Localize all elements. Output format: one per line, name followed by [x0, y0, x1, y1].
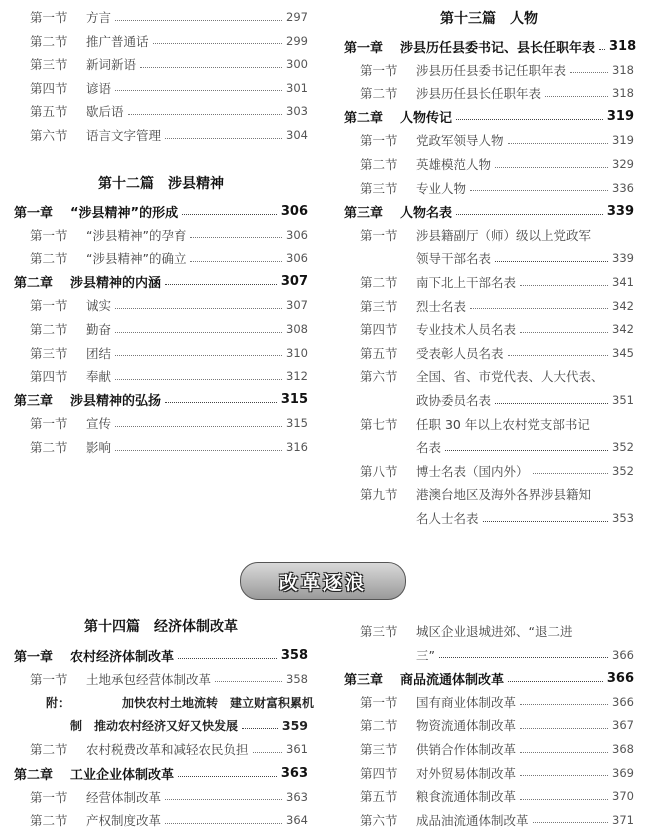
dot-leader — [545, 96, 608, 97]
dot-leader — [570, 72, 608, 73]
toc-page-number: 370 — [612, 789, 634, 804]
toc-row — [14, 294, 308, 316]
toc-page-number: 369 — [612, 765, 634, 780]
toc-label: 第三章 — [344, 672, 384, 688]
toc-title: 工业企业体制改革 — [70, 767, 175, 783]
toc-row — [344, 507, 634, 529]
dot-leader — [115, 450, 282, 451]
dot-leader — [483, 521, 609, 522]
toc-title: 南下北上干部名表 — [416, 275, 517, 290]
dot-leader — [456, 214, 603, 215]
dot-leader — [165, 823, 282, 824]
toc-title: 名表 — [416, 440, 442, 456]
toc-page-number: 367 — [612, 718, 634, 733]
toc-row — [344, 59, 634, 81]
dot-leader — [165, 799, 282, 800]
toc-row — [344, 153, 634, 175]
toc-page-number: 363 — [280, 765, 308, 781]
toc-label: 第二节 — [30, 813, 68, 829]
toc-page-number: 339 — [612, 251, 634, 266]
toc-label: 第一章 — [14, 205, 54, 221]
toc-row — [344, 413, 634, 435]
toc-label: 第一节 — [30, 227, 68, 243]
toc-label: 第二节 — [360, 275, 398, 290]
dot-leader — [495, 261, 608, 262]
toc-label: 第三节 — [360, 298, 398, 314]
toc-page-number: 366 — [612, 694, 634, 709]
toc-label: 第二节 — [30, 251, 68, 267]
toc-row — [14, 30, 308, 52]
dot-leader — [470, 190, 608, 191]
toc-label: 第四节 — [360, 322, 398, 338]
toc-label: 第二章 — [344, 111, 384, 127]
toc-row — [344, 738, 634, 760]
toc-label: 第二节 — [360, 718, 398, 734]
toc-row — [344, 483, 634, 505]
toc-title: 商品流通体制改革 — [400, 672, 505, 688]
toc-row — [344, 809, 634, 831]
toc-page-number: 306 — [286, 227, 308, 242]
toc-page-number: 304 — [286, 128, 308, 142]
toc-row — [14, 738, 308, 760]
toc-label: 第一章 — [14, 649, 54, 665]
toc-row — [14, 124, 308, 146]
toc-page-number: 299 — [286, 33, 308, 48]
toc-label: 第一节 — [360, 694, 398, 710]
toc-label: 第四节 — [30, 369, 68, 385]
dot-leader — [165, 402, 277, 403]
toc-row — [14, 436, 308, 458]
dot-leader — [520, 332, 608, 333]
toc-title: 宣传 — [86, 416, 112, 432]
toc-title: 方言 — [86, 10, 112, 25]
toc-row — [344, 247, 634, 269]
toc-title: 涉县历任县委书记任职年表 — [416, 62, 567, 78]
toc-page-number: 358 — [286, 671, 308, 686]
toc-row — [344, 318, 634, 340]
toc-row — [14, 715, 308, 737]
toc-title: 粮食流通体制改革 — [416, 789, 517, 805]
toc-row — [14, 318, 308, 340]
toc-label: 第一节 — [30, 298, 68, 314]
toc-label: 第三节 — [360, 742, 398, 757]
toc-title: 烈士名表 — [416, 298, 467, 314]
toc-label: 第二节 — [30, 742, 68, 758]
toc-title: 名人士名表 — [416, 511, 479, 526]
toc-chapter-row — [14, 389, 308, 411]
toc-page-number: 345 — [612, 345, 634, 360]
toc-page-number: 319 — [612, 133, 634, 148]
toc-row — [14, 100, 308, 122]
toc-page-number: 371 — [612, 812, 634, 827]
dot-leader — [439, 657, 608, 658]
toc-title: “涉县精神”的确立 — [86, 251, 187, 267]
part14-heading: 第十四篇 经济体制改革 — [84, 619, 238, 635]
dot-leader — [115, 355, 282, 356]
dot-leader — [165, 138, 282, 139]
toc-page-number: 300 — [286, 57, 308, 72]
toc-label: 第五节 — [360, 789, 398, 805]
toc-title: 制 推动农村经济又好又快发展 — [70, 719, 239, 734]
dot-leader — [520, 752, 608, 753]
toc-label: 第二节 — [30, 33, 68, 49]
toc-title: 博士名表（国内外） — [416, 463, 529, 479]
dot-leader — [115, 426, 282, 427]
toc-page-number: 358 — [280, 647, 308, 663]
toc-row — [14, 691, 315, 713]
toc-title: 新词新语 — [86, 57, 137, 73]
toc-page-number: 303 — [286, 104, 308, 119]
toc-label: 第五节 — [360, 345, 398, 361]
toc-title: 经营体制改革 — [86, 789, 162, 805]
toc-title: 诚实 — [86, 298, 112, 314]
toc-label: 第二节 — [30, 322, 68, 337]
toc-title: 歇后语 — [86, 104, 124, 120]
toc-row — [344, 271, 634, 293]
dot-leader — [520, 775, 608, 776]
dot-leader — [456, 119, 603, 120]
toc-row — [344, 436, 634, 458]
toc-page-number: 307 — [280, 274, 308, 290]
toc-title: 受表彰人员名表 — [416, 345, 504, 361]
toc-row — [344, 177, 634, 199]
toc-chapter-row — [14, 762, 308, 784]
toc-page-number: 301 — [286, 80, 308, 95]
toc-row — [14, 668, 308, 690]
toc-label: 第八节 — [360, 463, 398, 479]
toc-page-number: 359 — [281, 718, 308, 734]
toc-title: 领导干部名表 — [416, 251, 492, 267]
dot-leader — [165, 284, 277, 285]
dot-leader — [520, 285, 608, 286]
toc-page-number: 318 — [612, 86, 634, 101]
dot-leader — [495, 167, 608, 168]
toc-page-number: 315 — [280, 392, 308, 408]
toc-title: 对外贸易体制改革 — [416, 765, 517, 781]
toc-row — [14, 365, 308, 387]
toc-label: 第六节 — [30, 128, 68, 143]
toc-label: 第四节 — [30, 80, 68, 96]
toc-row — [14, 342, 308, 364]
toc-chapter-row — [14, 200, 308, 222]
toc-title: “涉县精神”的孕育 — [86, 227, 187, 243]
toc-label: 第七节 — [360, 416, 398, 432]
toc-title: 任职 30 年以上农村党支部书记 — [416, 416, 590, 432]
toc-row — [344, 714, 634, 736]
toc-page-number: 342 — [612, 298, 634, 313]
toc-label: 第三节 — [30, 345, 68, 361]
toc-label: 第二节 — [360, 157, 398, 172]
section-banner: 改革逐浪 — [240, 562, 406, 600]
toc-row — [14, 247, 308, 269]
dot-leader — [470, 308, 608, 309]
toc-label: 第一节 — [30, 671, 68, 687]
dot-leader — [115, 332, 282, 333]
toc-page-number: 316 — [286, 440, 308, 454]
toc-row — [344, 224, 634, 246]
toc-row — [344, 785, 634, 807]
toc-label: 第二章 — [14, 767, 54, 783]
toc-row — [14, 224, 308, 246]
toc-row — [344, 644, 634, 666]
toc-page-number: 312 — [286, 369, 308, 384]
dot-leader — [178, 658, 277, 659]
toc-title: 全国、省、市党代表、人大代表、 — [416, 369, 604, 385]
toc-row — [344, 295, 634, 317]
dot-leader — [520, 799, 608, 800]
toc-title: 供销合作体制改革 — [416, 742, 517, 757]
toc-title: 党政军领导人物 — [416, 133, 504, 149]
dot-leader — [115, 20, 282, 21]
toc-chapter-row — [344, 667, 634, 689]
toc-label: 第三章 — [344, 205, 384, 221]
toc-title: 加快农村土地流转 建立财富积累机 — [122, 695, 315, 710]
toc-title: 成品油流通体制改革 — [416, 812, 529, 828]
dot-leader — [215, 681, 282, 682]
toc-title: 港澳台地区及海外各界涉县籍知 — [416, 487, 592, 503]
toc-page-number: 306 — [286, 251, 308, 266]
toc-row — [14, 53, 308, 75]
toc-title: 国有商业体制改革 — [416, 694, 517, 710]
part12-heading: 第十二篇 涉县精神 — [98, 176, 224, 192]
toc-page-number: 318 — [612, 62, 634, 77]
toc-label: 第五节 — [30, 104, 68, 120]
toc-page-number: 329 — [612, 157, 634, 171]
toc-page-number: 368 — [612, 742, 634, 756]
toc-page-number: 308 — [286, 322, 308, 336]
toc-label: 第四节 — [360, 765, 398, 781]
toc-title: 涉县精神的内涵 — [70, 276, 162, 292]
toc-title: 城区企业退城进郊、“退二进 — [416, 624, 573, 639]
toc-page-number: 353 — [612, 511, 634, 525]
toc-page-number: 339 — [606, 203, 634, 219]
dot-leader — [140, 67, 282, 68]
toc-label: 第一节 — [30, 789, 68, 805]
toc-chapter-row — [344, 35, 637, 57]
dot-leader — [495, 403, 608, 404]
toc-title: “涉县精神”的形成 — [70, 205, 179, 221]
toc-row — [344, 129, 634, 151]
dot-leader — [508, 143, 609, 144]
toc-label: 第二节 — [30, 440, 68, 455]
toc-chapter-row — [14, 271, 308, 293]
dot-leader — [190, 237, 282, 238]
dot-leader — [190, 261, 282, 262]
toc-title: 团结 — [86, 345, 112, 361]
toc-row — [14, 809, 308, 831]
toc-page-number: 366 — [612, 647, 634, 662]
toc-title: 人物名表 — [400, 205, 453, 221]
dot-leader — [508, 681, 603, 682]
toc-title: 土地承包经营体制改革 — [86, 671, 212, 687]
dot-leader — [178, 776, 277, 777]
dot-leader — [508, 355, 609, 356]
dot-leader — [128, 114, 283, 115]
dot-leader — [182, 214, 277, 215]
toc-chapter-row — [14, 644, 308, 666]
dot-leader — [533, 473, 609, 474]
toc-row — [14, 412, 308, 434]
toc-label: 第六节 — [360, 812, 398, 828]
toc-title: 农村税费改革和减轻农民负担 — [86, 742, 249, 758]
dot-leader — [599, 49, 605, 50]
toc-row — [344, 691, 634, 713]
toc-row — [344, 342, 634, 364]
dot-leader — [445, 450, 608, 451]
toc-page-number: 364 — [286, 813, 308, 828]
toc-chapter-row — [344, 106, 634, 128]
toc-title: 语言文字管理 — [86, 128, 162, 143]
toc-page-number: 336 — [612, 180, 634, 195]
toc-page-number: 352 — [612, 463, 634, 478]
toc-label: 第一节 — [360, 133, 398, 149]
toc-row — [344, 762, 634, 784]
toc-row — [344, 365, 634, 387]
toc-title: 推广普通话 — [86, 33, 149, 49]
toc-label: 第二节 — [360, 86, 398, 102]
toc-title: 涉县历任县委书记、县长任职年表 — [400, 40, 596, 56]
dot-leader — [153, 43, 283, 44]
toc-page-number: 319 — [606, 109, 634, 125]
toc-title: 专业技术人员名表 — [416, 322, 517, 338]
toc-row — [344, 460, 634, 482]
toc-row — [14, 77, 308, 99]
toc-page-number: 315 — [286, 416, 308, 431]
toc-label: 第一节 — [360, 62, 398, 78]
toc-title: 产权制度改革 — [86, 813, 162, 829]
toc-chapter-row — [344, 200, 634, 222]
dot-leader — [242, 728, 278, 729]
dot-leader — [115, 90, 282, 91]
dot-leader — [520, 728, 608, 729]
toc-label: 第三节 — [30, 57, 68, 73]
toc-row — [344, 82, 634, 104]
toc-label: 第六节 — [360, 369, 398, 385]
toc-title: 影响 — [86, 440, 112, 455]
toc-page-number: 341 — [612, 275, 634, 289]
toc-title: 奉献 — [86, 369, 112, 385]
dot-leader — [533, 822, 609, 823]
toc-page-number: 318 — [609, 38, 637, 54]
toc-title: 谚语 — [86, 80, 112, 96]
part13-heading: 第十三篇 人物 — [440, 11, 538, 27]
toc-label: 第三节 — [360, 180, 398, 196]
toc-title: 涉县精神的弘扬 — [70, 394, 162, 410]
toc-title: 人物传记 — [400, 111, 453, 127]
dot-leader — [520, 704, 608, 705]
toc-page-number: 351 — [612, 393, 634, 407]
toc-title: 英雄模范人物 — [416, 157, 492, 172]
toc-page-number: 366 — [606, 670, 634, 686]
toc-row — [344, 620, 634, 642]
toc-page-number: 297 — [286, 10, 308, 24]
toc-row — [344, 389, 634, 411]
toc-label: 第一章 — [344, 40, 384, 56]
dot-leader — [253, 752, 283, 753]
toc-title: 农村经济体制改革 — [70, 649, 175, 665]
toc-title: 三” — [416, 647, 435, 663]
toc-title: 勤奋 — [86, 322, 112, 337]
dot-leader — [115, 308, 282, 309]
toc-label: 第九节 — [360, 487, 398, 503]
toc-page-number: 363 — [286, 789, 308, 804]
toc-title: 涉县历任县长任职年表 — [416, 86, 542, 102]
toc-page-number: 306 — [280, 203, 308, 219]
toc-title: 政协委员名表 — [416, 393, 492, 408]
toc-page-number: 352 — [612, 440, 634, 455]
toc-title: 专业人物 — [416, 180, 467, 196]
toc-row — [14, 786, 308, 808]
toc-page-number: 361 — [286, 742, 308, 757]
toc-label: 第三章 — [14, 394, 54, 410]
toc-row — [14, 6, 308, 28]
toc-label: 第一节 — [30, 10, 68, 25]
toc-label: 第二章 — [14, 276, 54, 292]
toc-title: 涉县籍副厅（师）级以上党政军 — [416, 227, 592, 243]
toc-title: 物资流通体制改革 — [416, 718, 517, 734]
toc-label: 第三节 — [360, 624, 398, 639]
toc-page-number: 310 — [286, 345, 308, 360]
toc-page-number: 307 — [286, 298, 308, 313]
toc-label: 附： — [46, 695, 71, 710]
toc-label: 第一节 — [360, 227, 398, 243]
toc-page-number: 342 — [612, 322, 634, 337]
dot-leader — [115, 379, 282, 380]
toc-label: 第一节 — [30, 416, 68, 432]
